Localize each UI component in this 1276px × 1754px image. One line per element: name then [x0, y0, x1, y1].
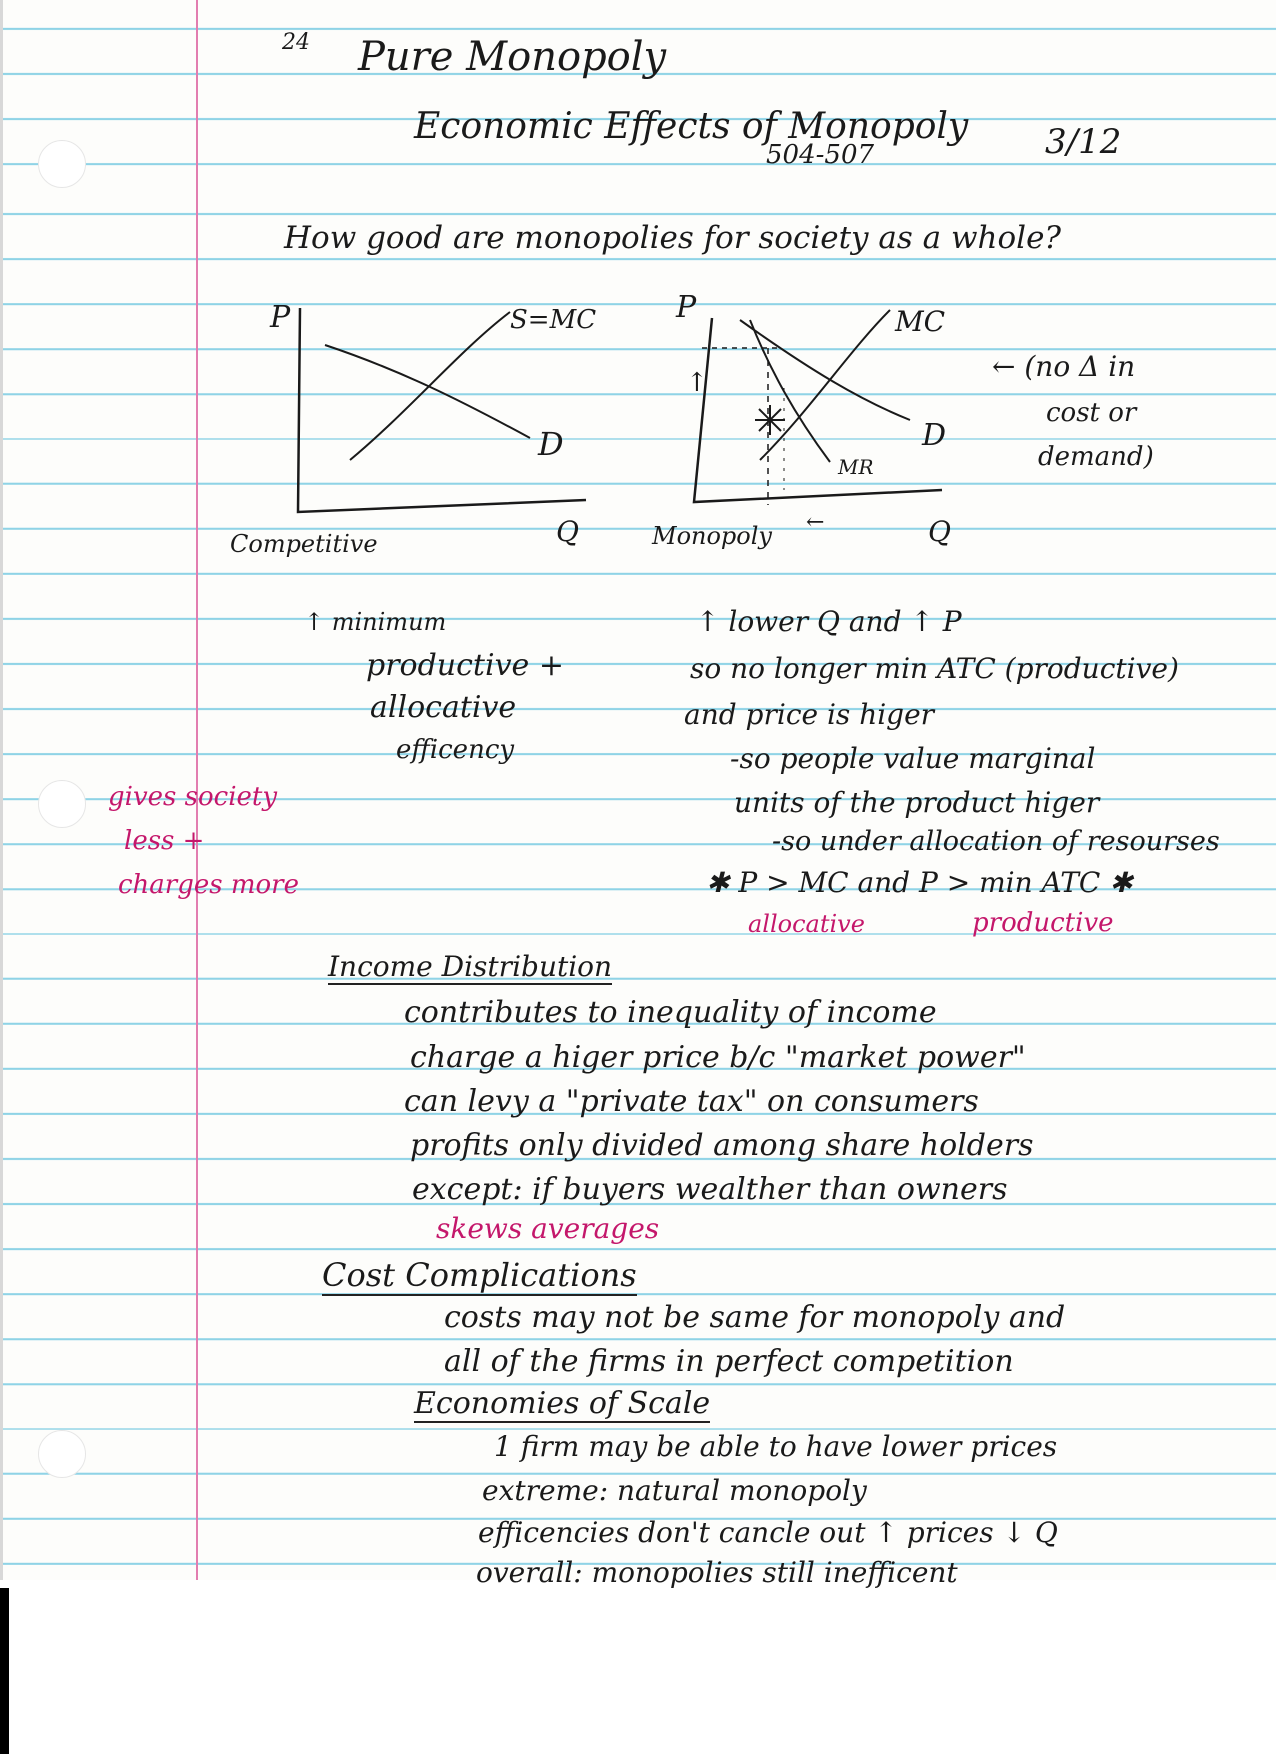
mr-curve — [750, 320, 830, 462]
date: 3/12 — [1045, 122, 1122, 162]
quantity-left-arrow: ← — [806, 510, 825, 535]
monopoly-demand-label: D — [922, 418, 947, 453]
right-col-line-4: -so people value marginal — [730, 742, 1096, 775]
demand-curve — [325, 345, 530, 438]
economies-line-2: extreme: natural monopoly — [482, 1474, 867, 1507]
income-line-1: contributes to inequality of income — [404, 995, 937, 1030]
inequality-summary: ✱ P > MC and P > min ATC ✱ — [706, 866, 1133, 899]
economies-line-1: 1 firm may be able to have lower prices — [494, 1430, 1058, 1463]
chapter-number: 24 — [282, 30, 310, 55]
competitive-q-label: Q — [556, 515, 579, 548]
binder-hole-middle — [38, 780, 86, 828]
right-col-line-6: -so under allocation of resourses — [772, 826, 1220, 857]
scan-bottom-margin — [0, 1580, 1276, 1754]
right-col-line-2: so no longer min ATC (productive) — [690, 652, 1179, 685]
side-note-line-1: ← (no Δ in — [992, 350, 1136, 383]
monopoly-q-label: Q — [928, 515, 951, 548]
competitive-p-label: P — [270, 300, 291, 335]
monopoly-demand-curve — [740, 320, 910, 420]
side-note-line-2: cost or — [1046, 398, 1137, 428]
scan-edge-bar — [0, 1588, 9, 1754]
cost-heading: Cost Complications — [322, 1256, 637, 1294]
economies-line-4: overall: monopolies still inefficent — [476, 1556, 958, 1589]
income-line-4: profits only divided among share holders — [410, 1128, 1034, 1163]
page-title: Pure Monopoly — [358, 34, 667, 80]
monopoly-p-label: P — [676, 290, 697, 325]
left-col-line-2: productive + — [366, 648, 564, 683]
margin-note-line-1: gives society — [108, 782, 278, 812]
income-heading: Income Distribution — [328, 950, 613, 983]
monopoly-axes — [694, 318, 942, 502]
competitive-demand-label: D — [538, 425, 564, 463]
monopoly-caption: Monopoly — [652, 522, 772, 550]
page-edge — [0, 0, 3, 1580]
question: How good are monopolies for society as a whole? — [284, 220, 1062, 256]
left-col-line-1: ↑ minimum — [304, 608, 447, 636]
margin-note-line-3: charges more — [118, 870, 299, 900]
mc-label: MC — [895, 305, 946, 338]
binder-hole-bottom — [38, 1430, 86, 1478]
binder-hole-top — [38, 140, 86, 188]
income-line-3: can levy a "private tax" on consumers — [404, 1084, 979, 1119]
competitive-axes — [298, 308, 586, 512]
cost-line-1: costs may not be same for monopoly and — [444, 1300, 1066, 1335]
income-line-5: except: if buyers wealther than owners — [412, 1172, 1008, 1207]
income-line-2: charge a higer price b/c "market power" — [410, 1040, 1026, 1075]
economies-heading: Economies of Scale — [414, 1386, 711, 1421]
mr-label: MR — [838, 455, 874, 479]
income-note: skews averages — [436, 1212, 660, 1245]
price-up-arrow: ↑ — [686, 368, 708, 398]
competitive-caption: Competitive — [230, 530, 378, 558]
allocative-label: allocative — [748, 910, 865, 938]
left-col-line-4: efficency — [396, 735, 515, 765]
right-col-line-1: ↑ lower Q and ↑ P — [696, 605, 962, 638]
page-subtitle: Economic Effects of Monopoly — [414, 106, 969, 147]
cost-line-2: all of the firms in perfect competition — [444, 1344, 1014, 1379]
right-col-line-3: and price is higer — [684, 698, 935, 731]
economies-line-3: efficencies don't cancle out ↑ prices ↓ Q — [478, 1516, 1058, 1549]
side-note-line-3: demand) — [1038, 442, 1154, 472]
right-col-line-5: units of the product higer — [734, 786, 1100, 819]
intersection-star — [755, 405, 785, 435]
left-col-line-3: allocative — [370, 690, 517, 725]
productive-label: productive — [972, 908, 1114, 938]
supply-label: S=MC — [510, 305, 597, 335]
margin-note-line-2: less + — [124, 826, 205, 856]
page-range: 504-507 — [766, 140, 875, 170]
